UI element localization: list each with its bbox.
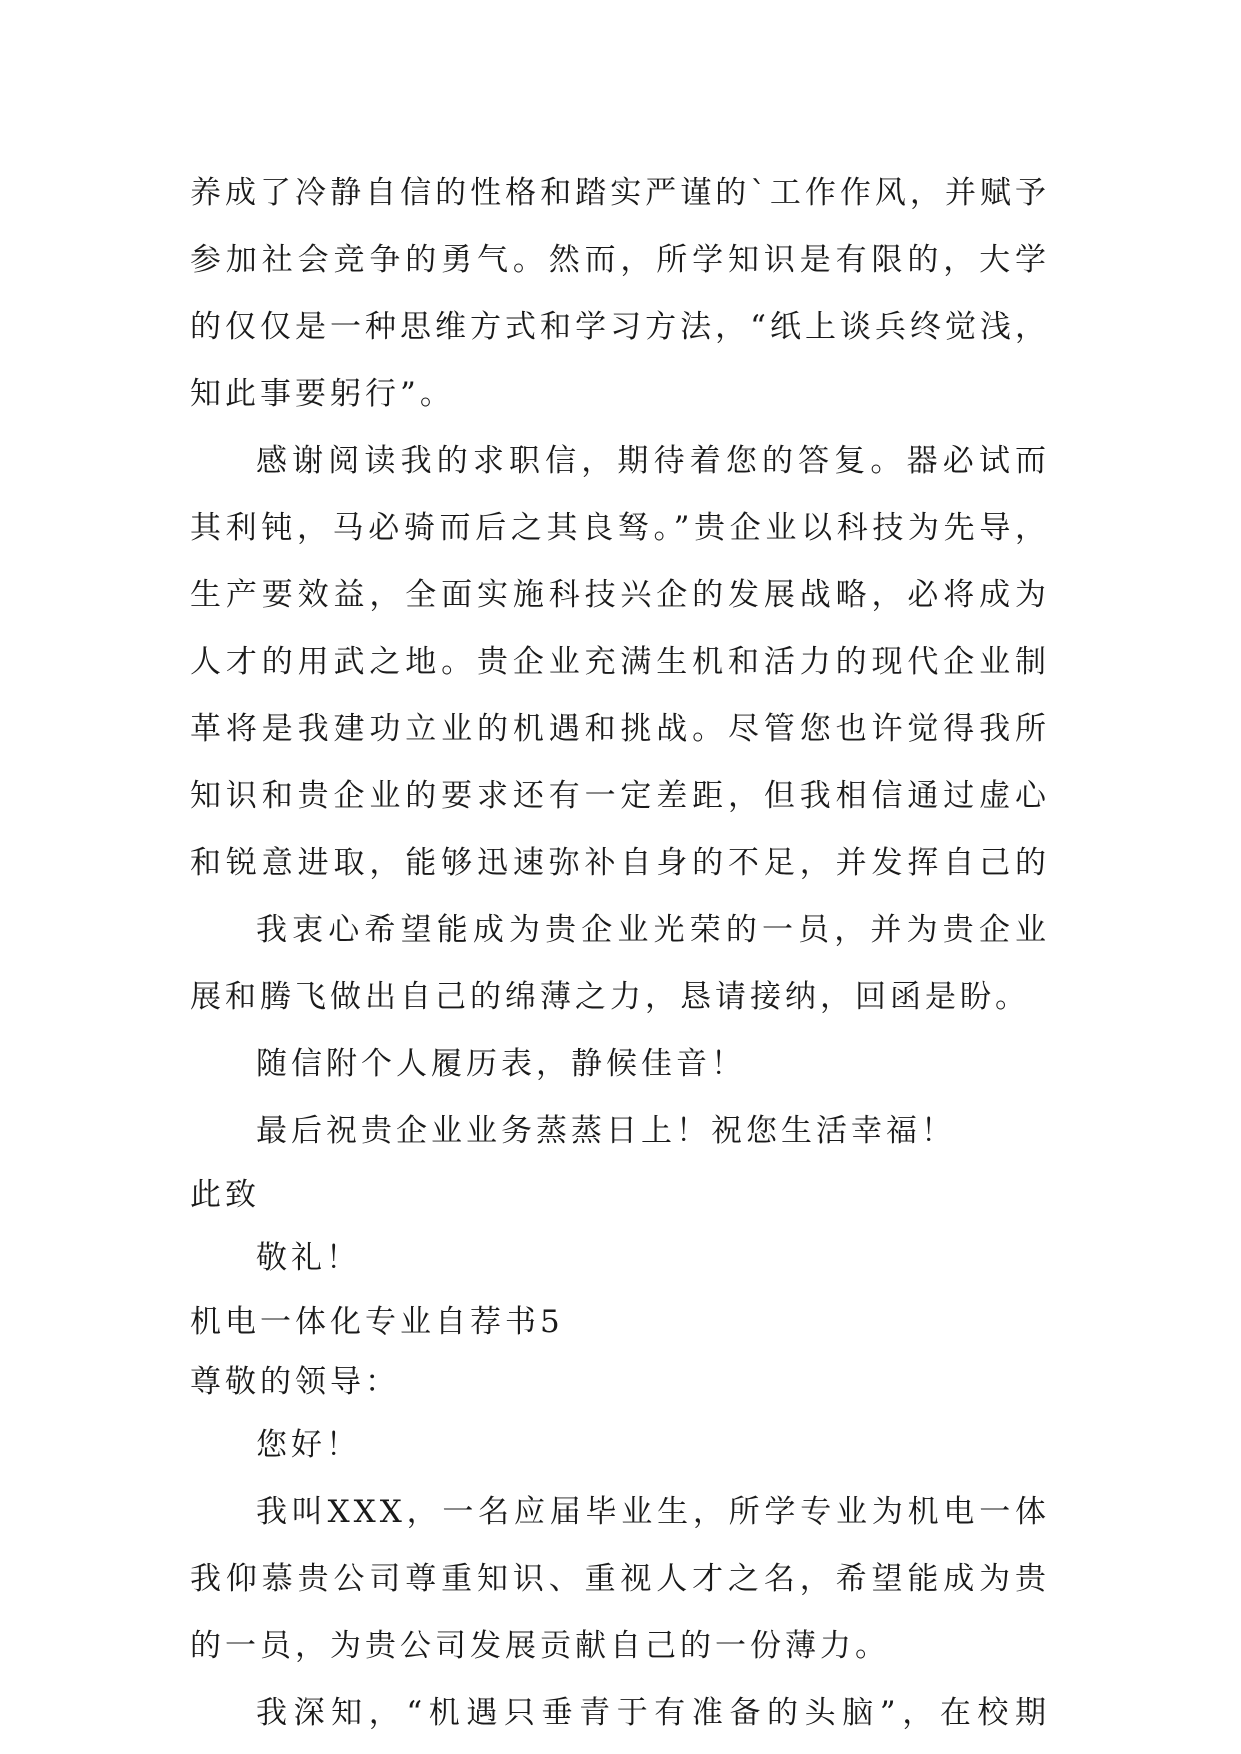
document-body — [190, 160, 1050, 1747]
closing-salutation: 此致 — [190, 1177, 260, 1213]
greeting: 您好！ — [256, 1427, 361, 1463]
section-title: 机电一体化专业自荐书5 — [190, 1304, 564, 1340]
paragraph-line: 养成了冷静自信的性格和踏实严谨的`工作作风，并赋予 — [190, 175, 1050, 211]
paragraph-line: 我深知，“机遇只垂青于有准备的头脑”，在校期 — [256, 1695, 1050, 1731]
paragraph-line: 的仅仅是一种思维方式和学习方法，“纸上谈兵终觉浅， — [190, 309, 1050, 345]
paragraph-line: 感谢阅读我的求职信，期待着您的答复。器必试而 — [256, 443, 1050, 479]
paragraph-line: 展和腾飞做出自己的绵薄之力，恳请接纳，回函是盼。 — [190, 979, 1030, 1015]
paragraph-line: 和锐意进取，能够迅速弥补自身的不足，并发挥自己的 — [190, 845, 1050, 881]
closing-regards: 敬礼！ — [256, 1240, 361, 1276]
paragraph-line: 人才的用武之地。贵企业充满生机和活力的现代企业制 — [190, 644, 1050, 680]
greeting-recipient: 尊敬的领导： — [190, 1364, 400, 1400]
paragraph-line: 生产要效益，全面实施科技兴企的发展战略，必将成为 — [190, 577, 1050, 613]
paragraph-line: 的一员，为贵公司发展贡献自己的一份薄力。 — [190, 1628, 890, 1664]
paragraph-line: 我衷心希望能成为贵企业光荣的一员，并为贵企业 — [256, 912, 1050, 948]
paragraph-line: 其利钝，马必骑而后之其良驽。”贵企业以科技为先导， — [190, 510, 1050, 546]
paragraph-line: 知此事要躬行”。 — [190, 376, 455, 412]
paragraph-line: 知识和贵企业的要求还有一定差距，但我相信通过虚心 — [190, 778, 1050, 814]
paragraph-line: 参加社会竞争的勇气。然而，所学知识是有限的，大学 — [190, 242, 1050, 278]
paragraph-line: 革将是我建功立业的机遇和挑战。尽管您也许觉得我所 — [190, 711, 1050, 747]
paragraph-line: 我仰慕贵公司尊重知识、重视人才之名，希望能成为贵 — [190, 1561, 1050, 1597]
paragraph-line: 我叫XXX，一名应届毕业生，所学专业为机电一体 — [256, 1494, 1050, 1530]
paragraph-line: 最后祝贵企业业务蒸蒸日上！祝您生活幸福！ — [256, 1113, 956, 1149]
paragraph-line: 随信附个人履历表，静候佳音！ — [256, 1046, 746, 1082]
